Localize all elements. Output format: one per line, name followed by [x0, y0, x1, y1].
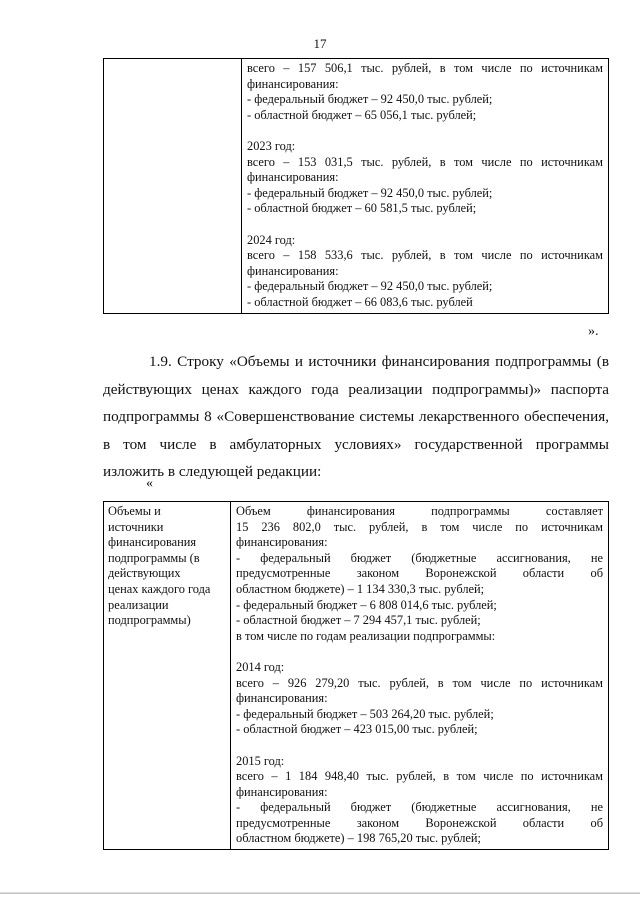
text-line: подпрограммы): [108, 613, 191, 628]
text-line: всего – 157 506,1 тыс. рублей, в том числе по источникам: [247, 61, 603, 75]
text-line: источники: [108, 519, 164, 534]
financing-lines: [247, 61, 603, 311]
text-line: действующих: [108, 566, 181, 581]
text-line: - областной бюджет – 65 056,1 тыс. рублей;: [247, 107, 477, 122]
table-cell-content: [242, 59, 609, 314]
text-line: - областной бюджет – 7 294 457,1 тыс. рублей;: [236, 613, 481, 628]
text-line: - федеральный бюджет (бюджетные ассигнования, не: [236, 550, 603, 565]
text-line: Объем финансирования подпрограммы составляет: [236, 504, 603, 518]
text-line: реализации: [108, 597, 169, 612]
text-line: финансирования:: [247, 263, 339, 278]
text-line: финансирования:: [247, 170, 339, 185]
text-line: финансирования:: [236, 535, 328, 550]
text-line: областном бюджете) – 198 765,20 тыс. рублей;: [236, 831, 481, 846]
table-cell-label: [104, 59, 242, 314]
row-label-lines: [108, 504, 226, 629]
paragraph-line: изложить в следующей редакции:: [103, 463, 322, 480]
text-line: - федеральный бюджет – 92 450,0 тыс. рублей;: [247, 279, 493, 294]
table-row: [104, 502, 609, 850]
text-line: всего – 1 184 948,40 тыс. рублей, в том числе по источникам: [236, 769, 603, 784]
financing-lines: [236, 504, 603, 847]
text-line: 2024 год:: [247, 232, 296, 247]
paragraph-line: 1.9. Строку «Объемы и источники финансирования подпрограммы (в: [149, 353, 609, 370]
text-line: 2015 год:: [236, 753, 285, 768]
page-number: 17: [313, 36, 327, 51]
text-line: 15 236 802,0 тыс. рублей, в том числе по источникам: [236, 519, 603, 534]
table-row: [104, 59, 609, 314]
text-line: всего – 153 031,5 тыс. рублей, в том числе по источникам: [247, 154, 603, 169]
open-quote: «: [146, 476, 153, 491]
text-line: финансирования: [108, 535, 197, 550]
text-line: ценах каждого года: [108, 581, 211, 596]
table-cell-label: [104, 502, 231, 850]
text-line: - областной бюджет – 423 015,00 тыс. рублей;: [236, 722, 478, 737]
paragraph-line: в том числе в амбулаторных условиях» государственной программы: [103, 435, 609, 453]
text-line: финансирования:: [236, 784, 328, 799]
text-line: - федеральный бюджет – 92 450,0 тыс. рублей;: [247, 185, 493, 200]
text-line: - федеральный бюджет – 92 450,0 тыс. рублей;: [247, 92, 493, 107]
closing-quote: ».: [588, 324, 599, 339]
text-line: предусмотренные законом Воронежской области об: [236, 566, 603, 581]
text-line: предусмотренные законом Воронежской области об: [236, 815, 603, 830]
text-line: 2023 год:: [247, 138, 296, 153]
text-line: всего – 926 279,20 тыс. рублей, в том числе по источникам: [236, 675, 603, 690]
text-line: в том числе по годам реализации подпрограммы:: [236, 628, 496, 643]
blank-line: [236, 644, 603, 660]
table-cell-content: [231, 502, 609, 850]
text-line: - областной бюджет – 66 083,6 тыс. рублей: [247, 294, 473, 309]
blank-line: [247, 123, 603, 139]
text-line: 2014 год:: [236, 659, 285, 674]
text-line: Объемы и: [108, 504, 161, 518]
financing-table-new: [103, 501, 609, 850]
blank-line: [236, 738, 603, 754]
financing-table-continued: [103, 58, 609, 314]
text-line: всего – 158 533,6 тыс. рублей, в том числе по источникам: [247, 248, 603, 263]
blank-line: [247, 217, 603, 233]
text-line: - областной бюджет – 60 581,5 тыс. рублей;: [247, 201, 477, 216]
paragraph-line: подпрограммы 8 «Совершенствование системы лекарственного обеспечения,: [103, 408, 609, 425]
page-bottom-edge: [0, 892, 640, 894]
text-line: финансирования:: [247, 76, 339, 91]
text-line: - федеральный бюджет – 503 264,20 тыс. рублей;: [236, 706, 494, 721]
text-line: финансирования:: [236, 691, 328, 706]
text-line: областном бюджете) – 1 134 330,3 тыс. рублей;: [236, 581, 485, 596]
amendment-paragraph: [103, 348, 609, 486]
text-line: - федеральный бюджет (бюджетные ассигнования, не: [236, 800, 603, 815]
text-line: подпрограммы (в: [108, 550, 200, 565]
paragraph-line: действующих ценах каждого года реализации подпрограммы)» паспорта: [103, 380, 609, 398]
text-line: - федеральный бюджет – 6 808 014,6 тыс. рублей;: [236, 597, 497, 612]
